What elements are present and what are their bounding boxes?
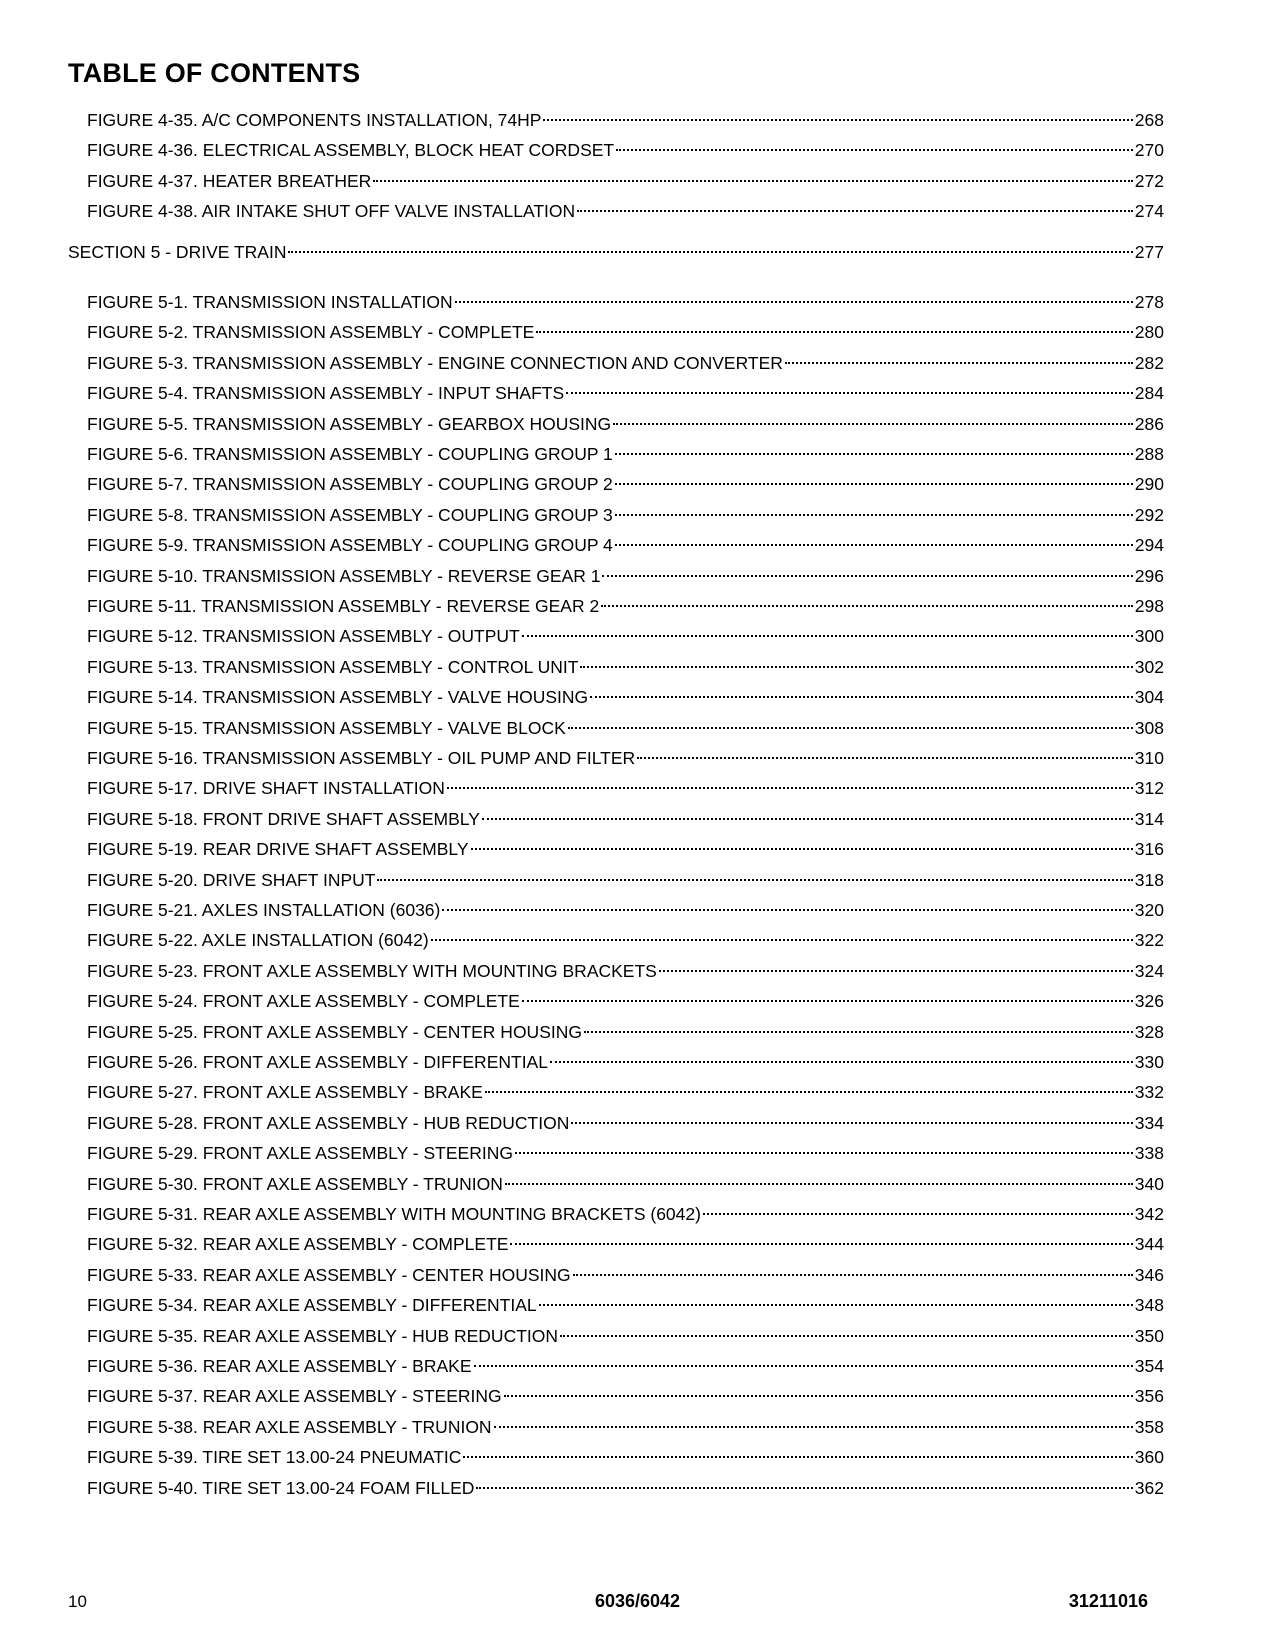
dot-leader [613,423,1133,425]
toc-entry-page: 342 [1134,1204,1164,1224]
dot-leader [615,514,1133,516]
toc-entry-label: FIGURE 5-9. TRANSMISSION ASSEMBLY - COUPLING GROUP 4 [87,535,613,556]
toc-entry-page: 270 [1134,140,1164,161]
toc-figure-entry[interactable] [87,1354,1164,1378]
toc-entry-page: 324 [1134,960,1164,981]
toc-entry-label: FIGURE 5-23. FRONT AXLE ASSEMBLY WITH MOUNTING BRACKETS [87,960,657,981]
dot-leader [616,149,1133,151]
toc-entry-page: 302 [1134,656,1164,677]
toc-figure-entry[interactable] [87,472,1164,496]
toc-entry-page: 354 [1134,1356,1164,1376]
toc-entry-page: 300 [1134,626,1164,647]
toc-entry-label: FIGURE 5-28. FRONT AXLE ASSEMBLY - HUB REDUCTION [87,1112,570,1133]
toc-entry-page: 298 [1134,596,1164,616]
footer-page-number: 10 [68,1592,87,1611]
toc-figure-entry[interactable] [87,746,1164,770]
dot-leader [615,453,1133,455]
toc-entry-page: 332 [1134,1082,1164,1103]
toc-entry-label: FIGURE 5-30. FRONT AXLE ASSEMBLY - TRUNION [87,1173,503,1194]
toc-entry-label: FIGURE 5-26. FRONT AXLE ASSEMBLY - DIFFERENTIAL [87,1052,548,1072]
toc-figure-entry[interactable] [87,533,1164,557]
toc-entry-label: FIGURE 5-37. REAR AXLE ASSEMBLY - STEERING [87,1386,502,1407]
toc-entry-label: FIGURE 5-4. TRANSMISSION ASSEMBLY - INPUT SHAFTS [87,383,565,404]
toc-entry-page: 286 [1134,413,1164,434]
toc-figure-entry[interactable] [87,868,1164,892]
toc-entry-label: FIGURE 5-31. REAR AXLE ASSEMBLY WITH MOUNTING BRACKETS (6042) [87,1204,701,1224]
toc-entry-page: 330 [1134,1052,1164,1072]
toc-figure-entry[interactable] [87,1050,1164,1074]
dot-leader [463,1456,1132,1458]
toc-entry-page: 320 [1134,900,1164,920]
toc-figure-entry[interactable] [87,624,1164,648]
toc-entry-page: 322 [1134,930,1164,951]
page-title: TABLE OF CONTENTS [68,58,361,88]
toc-entry-label: FIGURE 5-12. TRANSMISSION ASSEMBLY - OUTPUT [87,626,520,647]
toc-entry-label: FIGURE 5-6. TRANSMISSION ASSEMBLY - COUPLING GROUP 1 [87,444,613,464]
toc-entry-label: FIGURE 4-38. AIR INTAKE SHUT OFF VALVE INSTALLATION [87,201,576,222]
toc-figure-entry[interactable] [87,412,1164,436]
toc-entry-label: FIGURE 5-1. TRANSMISSION INSTALLATION [87,292,453,312]
toc-figure-entry[interactable] [87,1020,1164,1044]
toc-entry-page: 282 [1134,352,1164,373]
dot-leader [377,879,1132,881]
dot-leader [584,1031,1133,1033]
dot-leader [571,1122,1132,1124]
toc-entry-label: SECTION 5 - DRIVE TRAIN [68,241,287,262]
toc-entry-label: FIGURE 5-40. TIRE SET 13.00-24 FOAM FILLED [87,1477,475,1498]
toc-figure-entry[interactable] [87,716,1164,740]
dot-leader [536,331,1132,333]
toc-entry-label: FIGURE 5-17. DRIVE SHAFT INSTALLATION [87,778,445,799]
toc-entry-label: FIGURE 5-15. TRANSMISSION ASSEMBLY - VALVE BLOCK [87,717,566,738]
toc-entry-page: 348 [1134,1295,1164,1316]
toc-entry-page: 350 [1134,1325,1164,1346]
toc-figure-entry[interactable] [87,928,1164,952]
toc-figure-entry[interactable] [87,1384,1164,1408]
toc-entry-page: 346 [1134,1264,1164,1285]
toc-figure-entry[interactable] [87,1232,1164,1256]
toc-entry-label: FIGURE 5-19. REAR DRIVE SHAFT ASSEMBLY [87,839,469,860]
toc-entry-page: 326 [1134,991,1164,1012]
toc-entry-page: 318 [1134,869,1164,890]
dot-leader [504,1395,1133,1397]
dot-leader [590,696,1133,698]
toc-entry-page: 328 [1134,1021,1164,1042]
toc-entry-label: FIGURE 5-8. TRANSMISSION ASSEMBLY - COUPLING GROUP 3 [87,504,613,525]
toc-entry-label: FIGURE 5-20. DRIVE SHAFT INPUT [87,869,376,890]
toc-figure-entry[interactable] [87,169,1164,193]
toc-entry-page: 312 [1134,778,1164,799]
toc-entry-label: FIGURE 5-39. TIRE SET 13.00-24 PNEUMATIC [87,1447,462,1468]
toc-entry-page: 308 [1134,717,1164,738]
toc-entry-label: FIGURE 5-16. TRANSMISSION ASSEMBLY - OIL PUMP AND FILTER [87,748,636,768]
toc-entry-label: FIGURE 5-11. TRANSMISSION ASSEMBLY - REVERSE GEAR 2 [87,596,600,616]
toc-figure-entry[interactable] [87,1324,1164,1348]
toc-figure-entry[interactable] [87,1080,1164,1104]
toc-entry-label: FIGURE 4-35. A/C COMPONENTS INSTALLATION, 74HP [87,110,542,130]
toc-entry-page: 344 [1134,1234,1164,1255]
dot-leader [703,1213,1133,1215]
dot-leader [455,301,1133,303]
toc-entry-label: FIGURE 5-2. TRANSMISSION ASSEMBLY - COMPLETE [87,322,535,343]
toc-entry-label: FIGURE 5-13. TRANSMISSION ASSEMBLY - CONTROL UNIT [87,656,579,677]
dot-leader [494,1426,1133,1428]
toc-figure-entry[interactable] [87,898,1164,922]
toc-figure-entry[interactable] [87,1202,1164,1226]
dot-leader [471,848,1133,850]
dot-leader [522,1000,1133,1002]
toc-entry-page: 304 [1134,687,1164,708]
toc-entry-label: FIGURE 4-36. ELECTRICAL ASSEMBLY, BLOCK HEAT CORDSET [87,140,615,161]
toc-entry-page: 290 [1134,474,1164,495]
dot-leader [447,787,1133,789]
dot-leader [602,575,1132,577]
dot-leader [482,818,1133,820]
toc-section-entry[interactable] [68,240,1164,264]
toc-entry-page: 362 [1134,1477,1164,1498]
dot-leader [505,1183,1133,1185]
toc-figure-entry[interactable] [87,959,1164,983]
dot-leader [522,635,1133,637]
toc-figure-entry[interactable] [87,776,1164,800]
toc-entry-label: FIGURE 5-3. TRANSMISSION ASSEMBLY - ENGINE CONNECTION AND CONVERTER [87,352,783,373]
toc-entry-page: 310 [1134,748,1164,768]
dot-leader [637,757,1133,759]
toc-figure-entry[interactable] [87,199,1164,223]
toc-figure-entry[interactable] [87,685,1164,709]
toc-figure-entry[interactable] [87,290,1164,314]
toc-entry-page: 268 [1134,110,1164,130]
dot-leader [550,1061,1133,1063]
toc-entry-page: 356 [1134,1386,1164,1407]
toc-figure-entry[interactable] [87,655,1164,679]
toc-entry-page: 272 [1134,170,1164,191]
toc-entry-label: FIGURE 5-22. AXLE INSTALLATION (6042) [87,930,429,951]
toc-entry-page: 292 [1134,504,1164,525]
toc-entry-page: 294 [1134,535,1164,556]
toc-figure-entry[interactable] [87,381,1164,405]
dot-leader [566,392,1133,394]
toc-entry-label: FIGURE 5-36. REAR AXLE ASSEMBLY - BRAKE [87,1356,472,1376]
toc-figure-entry[interactable] [87,837,1164,861]
footer-doc-number: 31211016 [1068,1591,1148,1611]
toc-figure-entry[interactable] [87,351,1164,375]
toc-figure-entry[interactable] [87,1445,1164,1469]
toc-figure-entry[interactable] [87,320,1164,344]
dot-leader [485,1091,1133,1093]
toc-entry-page: 334 [1134,1112,1164,1133]
toc-entry-page: 280 [1134,322,1164,343]
toc-entry-label: FIGURE 5-7. TRANSMISSION ASSEMBLY - COUPLING GROUP 2 [87,474,613,495]
toc-figure-entry[interactable] [87,503,1164,527]
toc-entry-label: FIGURE 5-24. FRONT AXLE ASSEMBLY - COMPLETE [87,991,520,1012]
toc-figure-entry[interactable] [87,138,1164,162]
toc-entry-label: FIGURE 5-21. AXLES INSTALLATION (6036) [87,900,441,920]
toc-entry-label: FIGURE 5-33. REAR AXLE ASSEMBLY - CENTER HOUSING [87,1264,571,1285]
toc-entry-label: FIGURE 5-14. TRANSMISSION ASSEMBLY - VALVE HOUSING [87,687,589,708]
dot-leader [577,210,1133,212]
toc-entry-label: FIGURE 5-35. REAR AXLE ASSEMBLY - HUB REDUCTION [87,1325,559,1346]
dot-leader [560,1335,1133,1337]
toc-entry-page: 284 [1134,383,1164,404]
dot-leader [476,1487,1132,1489]
toc-figure-entry[interactable] [87,1293,1164,1317]
toc-figure-entry[interactable] [87,1111,1164,1135]
toc-entry-page: 274 [1134,201,1164,222]
dot-leader [431,939,1133,941]
toc-entry-page: 288 [1134,444,1164,464]
toc-figure-entry[interactable] [87,108,1164,132]
dot-leader [785,362,1133,364]
toc-entry-page: 316 [1134,839,1164,860]
dot-leader [601,605,1133,607]
toc-entry-label: FIGURE 5-18. FRONT DRIVE SHAFT ASSEMBLY [87,808,480,829]
dot-leader [539,1304,1133,1306]
toc-entry-page: 278 [1134,292,1164,312]
dot-leader [659,970,1133,972]
toc-entry-label: FIGURE 5-5. TRANSMISSION ASSEMBLY - GEARBOX HOUSING [87,413,612,434]
toc-figure-entry[interactable] [87,807,1164,831]
dot-leader [615,544,1133,546]
toc-figure-entry[interactable] [87,1263,1164,1287]
toc-entry-label: FIGURE 5-25. FRONT AXLE ASSEMBLY - CENTER HOUSING [87,1021,582,1042]
dot-leader [568,727,1133,729]
toc-figure-entry[interactable] [87,442,1164,466]
toc-entry-label: FIGURE 5-29. FRONT AXLE ASSEMBLY - STEERING [87,1143,513,1164]
toc-figure-entry[interactable] [87,564,1164,588]
toc-figure-entry[interactable] [87,1141,1164,1165]
toc-entry-page: 314 [1134,808,1164,829]
toc-entry-page: 340 [1134,1173,1164,1194]
toc-entry-label: FIGURE 4-37. HEATER BREATHER [87,170,372,191]
toc-entry-label: FIGURE 5-38. REAR AXLE ASSEMBLY - TRUNION [87,1416,492,1437]
toc-figure-entry[interactable] [87,1476,1164,1500]
dot-leader [510,1243,1132,1245]
dot-leader [474,1365,1133,1367]
toc-entry-page: 358 [1134,1416,1164,1437]
toc-entry-page: 277 [1134,241,1164,262]
dot-leader [615,483,1133,485]
dot-leader [373,180,1133,182]
toc-figure-entry[interactable] [87,1415,1164,1439]
toc-entry-label: FIGURE 5-34. REAR AXLE ASSEMBLY - DIFFERENTIAL [87,1295,537,1316]
toc-entry-label: FIGURE 5-27. FRONT AXLE ASSEMBLY - BRAKE [87,1082,483,1103]
toc-figure-entry[interactable] [87,1172,1164,1196]
footer-model: 6036/6042 [594,1591,681,1611]
toc-entry-page: 338 [1134,1143,1164,1164]
dot-leader [580,666,1132,668]
toc-entry-page: 360 [1134,1447,1164,1468]
toc-figure-entry[interactable] [87,594,1164,618]
toc-entry-page: 296 [1134,565,1164,586]
dot-leader [543,119,1132,121]
toc-entry-label: FIGURE 5-10. TRANSMISSION ASSEMBLY - REVERSE GEAR 1 [87,565,601,586]
dot-leader [515,1152,1133,1154]
toc-entry-label: FIGURE 5-32. REAR AXLE ASSEMBLY - COMPLETE [87,1234,509,1255]
dot-leader [573,1274,1133,1276]
toc-figure-entry[interactable] [87,989,1164,1013]
dot-leader [288,251,1132,253]
dot-leader [442,909,1132,911]
